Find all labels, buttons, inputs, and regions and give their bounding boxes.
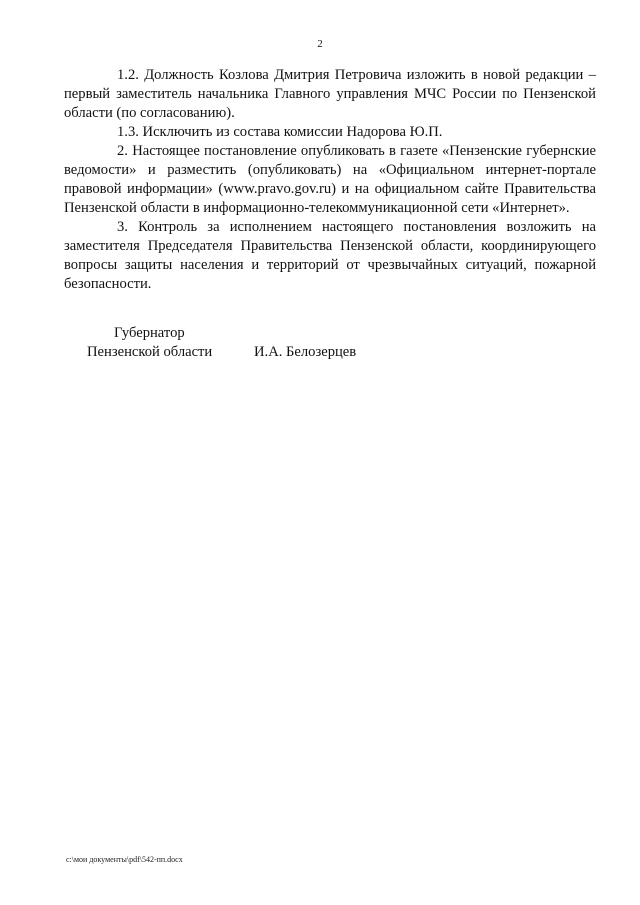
signatory-name: И.А. Белозерцев <box>254 344 357 360</box>
paragraph-2: 2. Настоящее постановление опубликовать в газете «Пензенские губернские ведомости» и разместить (опубликовать) на «Официальном интернет-портале правовой информации» (www.pravo.gov.ru) и на официальном сайте Правительства Пензенской области в информационно-телекоммуникационной сети «Интернет». <box>64 143 596 216</box>
page-number: 2 <box>317 38 323 50</box>
footer-file-path: c:\мои документы\pdf\542-пп.docx <box>66 855 183 864</box>
signatory-title: Губернатор <box>114 325 185 341</box>
signatory-region: Пензенской области <box>87 344 213 360</box>
paragraph-1-2: 1.2. Должность Козлова Дмитрия Петровича изложить в новой редакции – первый заместитель начальника Главного управления МЧС России по Пензенской области (по согласованию). <box>64 67 596 121</box>
document-body <box>64 66 596 294</box>
paragraph-3: 3. Контроль за исполнением настоящего постановления возложить на заместителя Председателя Правительства Пензенской области, координирующего вопросы защиты населения и территорий от чрезвычайных ситуаций, пожарной безопасности. <box>64 219 596 292</box>
paragraph-1-3: 1.3. Исключить из состава комиссии Надорова Ю.П. <box>117 124 443 140</box>
